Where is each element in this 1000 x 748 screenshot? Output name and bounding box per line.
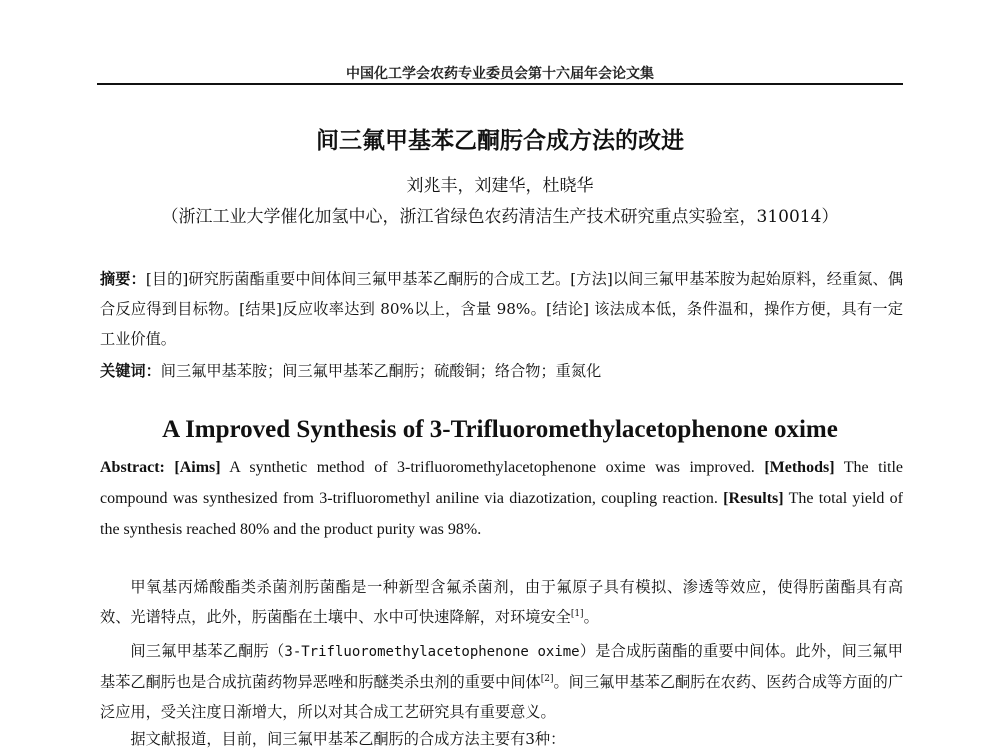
author-list: 刘兆丰，刘建华，杜晓华 xyxy=(406,176,594,196)
p1-text: 甲氧基丙烯酸酯类杀菌剂肟菌酯是一种新型含氟杀菌剂，由于氟原子具有模拟、渗透等效应，使得肟菌酯具有高效、光谱特点，此外，肟菌酯在土壤中、水中可快速降解，对环境安全 xyxy=(100,578,903,626)
affiliation: （浙江工业大学催化加氢中心，浙江省绿色农药清洁生产技术研究重点实验室，310014） xyxy=(161,207,839,227)
paper-title-cn: 间三氟甲基苯乙酮肟合成方法的改进 xyxy=(316,128,684,154)
abstract-cn-label: 摘要： xyxy=(100,270,146,288)
body-paragraph-2 xyxy=(100,636,903,727)
abstract-en-label: Abstract: xyxy=(100,459,165,476)
methods-label: [Methods] xyxy=(764,459,835,476)
paper-title-en: A Improved Synthesis of 3-Trifluoromethylacetophenone oxime xyxy=(162,416,838,443)
results-label: [Results] xyxy=(723,490,784,507)
keywords-cn-label: 关键词： xyxy=(100,362,161,380)
keywords-cn xyxy=(100,358,903,384)
aims-label: [Aims] xyxy=(174,459,221,476)
abstract-en xyxy=(100,452,903,545)
methods-text: The title compound was synthesized from 3-trifluoromethyl aniline via diazotization, coupling reaction. xyxy=(100,459,904,507)
running-header: 中国化工学会农药专业委员会第十六届年会论文集 xyxy=(346,66,654,82)
p2-start: 间三氟甲基苯乙酮肟（ xyxy=(130,642,285,660)
body-paragraph-1 xyxy=(100,572,903,632)
keywords-cn-text: 间三氟甲基苯胺；间三氟甲基苯乙酮肟；硫酸铜；络合物；重氮化 xyxy=(160,362,602,380)
header-rule xyxy=(97,83,903,85)
p1-end: 。 xyxy=(583,608,599,626)
citation-1[interactable]: [1] xyxy=(570,608,584,619)
p2-mid: ）是合成肟菌酯的重要中间体。此外，间三氟甲基苯乙酮肟也是合成抗菌药物异恶唑和肟醚类杀虫剂的重要中间体 xyxy=(100,642,903,691)
abstract-cn xyxy=(100,264,903,354)
body-text xyxy=(100,572,903,727)
p2-end: 。间三氟甲基苯乙酮肟在农药、医药合成等方面的广泛应用，受关注度日渐增大，所以对其合成工艺研究具有重要意义。 xyxy=(100,673,904,721)
aims-text: A synthetic method of 3-trifluoromethylacetophenone oxime was improved. xyxy=(220,459,765,476)
body-paragraph-3-partial: 据文献报道，目前，间三氟甲基苯乙酮肟的合成方法主要有3种： xyxy=(130,730,566,748)
abstract-cn-text: [目的]研究肟菌酯重要中间体间三氟甲基苯乙酮肟的合成工艺。[方法]以间三氟甲基苯胺为起始原料，经重氮、偶合反应得到目标物。[结果]反应收率达到 80%以上，含量 98%。[结论] 该法成本低，条件温和，操作方便，具有一定工业价值。 xyxy=(100,270,904,348)
citation-2[interactable]: [2] xyxy=(540,673,554,684)
p2-english-name: 3-Trifluoromethylacetophenone oxime xyxy=(284,644,580,660)
results-text: The total yield of the synthesis reached 80% and the product purity was 98%. xyxy=(100,490,903,538)
